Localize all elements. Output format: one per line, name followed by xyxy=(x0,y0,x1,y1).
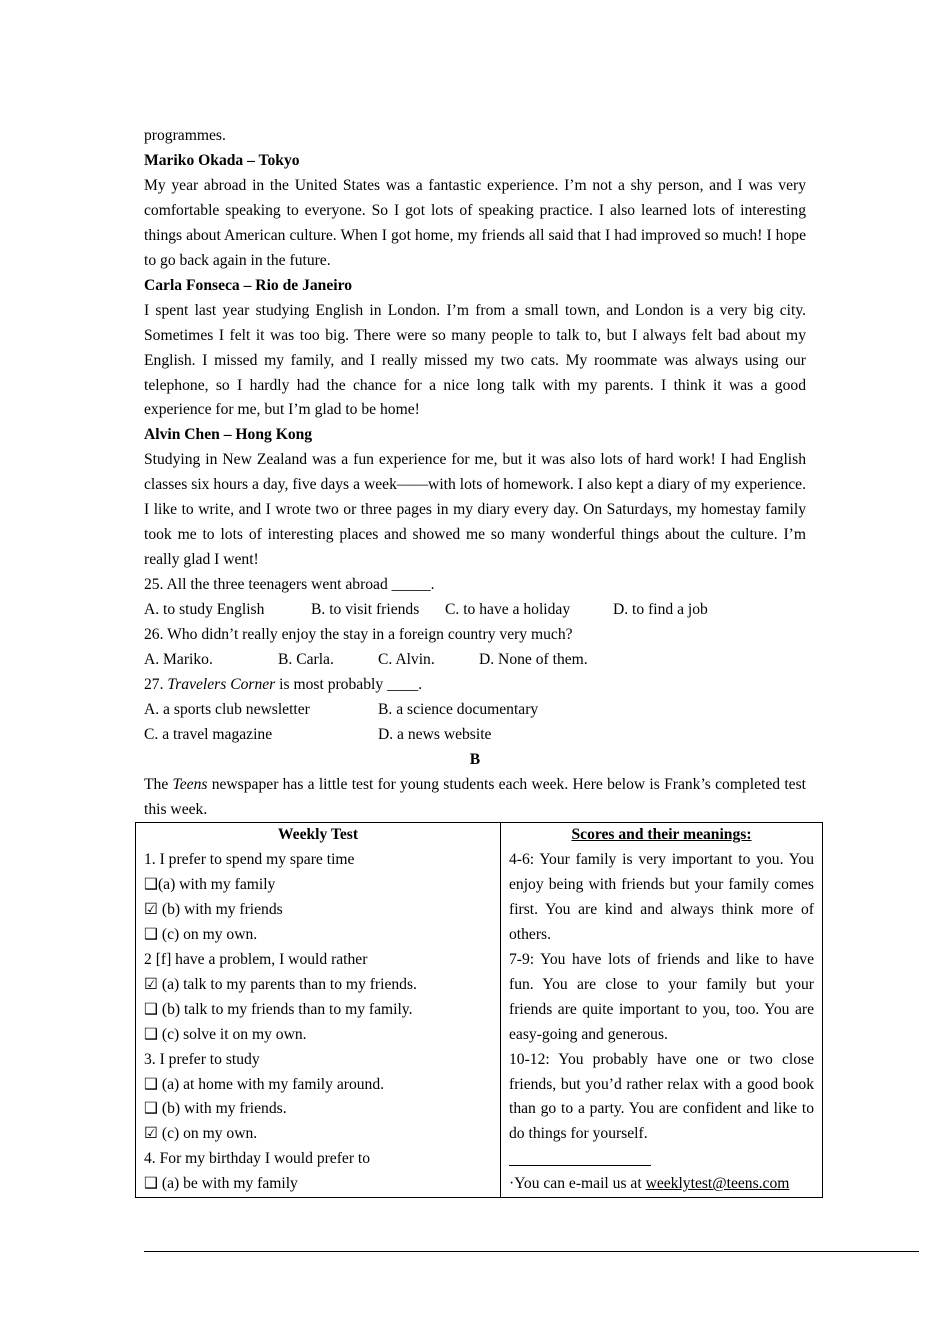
right-header: Scores and their meanings: xyxy=(571,826,752,843)
score-range: 7-9: You have lots of friends and like to have fun. You are close to your family but your friends are quite important to you, too. You are easy-going and generous. xyxy=(509,950,814,1043)
entry-text: I spent last year studying English in London. I’m from a small town, and London is a very big city. Sometimes I felt it was too big. There were so many people to talk to, but I always felt bad about my English. I missed my family, and I really missed my two cats. My roommate was always using our telephone, so I hardly had the chance for a nice long talk with my parents. I think it was a good experience for me, but I’m glad to be home! xyxy=(144,301,806,419)
entry-text: My year abroad in the United States was a fantastic experience. I’m not a shy person, and I was very comfortable speaking to everyone. So I got lots of speaking practice. I also learned lots of interesting things about American culture. When I got home, my friends all said that I had improved so much! I hope to go back again in the future. xyxy=(144,176,806,269)
option: B. to visit friends xyxy=(311,601,420,619)
intro-suffix: newspaper has a little test for young students each week. Here below is Frank’s completed test this week. xyxy=(144,775,806,818)
checkbox-option[interactable]: ❑(a) with my family xyxy=(144,875,276,893)
question-26-options xyxy=(144,648,806,673)
option: C. to have a holiday xyxy=(445,601,571,619)
footer-divider xyxy=(144,1251,919,1252)
question-26: 26. Who didn’t really enjoy the stay in a foreign country very much? xyxy=(144,626,573,644)
entry-heading: Alvin Chen – Hong Kong xyxy=(144,426,313,444)
question-27-options xyxy=(144,723,806,748)
section-b-label: B xyxy=(469,750,481,768)
option: A. a sports club newsletter xyxy=(144,700,310,718)
intro-tail: programmes. xyxy=(144,127,226,144)
entry-text: Studying in New Zealand was a fun experience for me, but it was also lots of hard work! I had English classes six hours a day, five days a week——with lots of homework. I also kept a diary of my experience. I like to write, and I wrote two or three pages in my diary every day. On Saturdays, my homestay family took me to lots of interesting places and showed me so many wonderful things about the culture. I’m really glad I went! xyxy=(144,451,806,569)
weekly-test-table xyxy=(135,822,823,1198)
stem-suffix: is most probably ____. xyxy=(275,675,423,693)
stem-prefix: 27. xyxy=(144,675,168,693)
question-27 xyxy=(144,673,806,698)
option: B. Carla. xyxy=(278,651,334,669)
email-prefix: ·You can e-mail us at xyxy=(509,1175,646,1193)
checkbox-option[interactable]: ❑ (b) talk to my friends than to my family. xyxy=(144,1000,413,1018)
section-b-intro xyxy=(144,773,806,823)
intro-italic: Teens xyxy=(172,775,208,793)
score-range: 4-6: Your family is very important to you. You enjoy being with friends but your family comes first. You are kind and always think more of others. xyxy=(509,850,814,943)
option: D. None of them. xyxy=(479,651,588,669)
checkbox-option[interactable]: ☑ (c) on my own. xyxy=(144,1125,258,1143)
option: A. Mariko. xyxy=(144,651,213,669)
question-25-options xyxy=(144,598,806,623)
scores-column xyxy=(501,823,823,1198)
option: C. a travel magazine xyxy=(144,725,273,743)
question-25: 25. All the three teenagers went abroad _____. xyxy=(144,576,435,594)
checkbox-option[interactable]: ❑ (b) with my friends. xyxy=(144,1100,287,1118)
test-question: 2 [f] have a problem, I would rather xyxy=(144,950,368,968)
test-question: 3. I prefer to study xyxy=(144,1050,260,1068)
test-question: 1. I prefer to spend my spare time xyxy=(144,850,355,868)
entry-heading: Carla Fonseca – Rio de Janeiro xyxy=(144,276,353,294)
question-27-options xyxy=(144,698,806,723)
checkbox-option[interactable]: ❑ (a) be with my family xyxy=(144,1175,298,1193)
passage-page xyxy=(144,124,806,823)
test-question: 4. For my birthday I would prefer to xyxy=(144,1150,371,1168)
checkbox-option[interactable]: ❑ (c) solve it on my own. xyxy=(144,1025,307,1043)
checkbox-option[interactable]: ❑ (c) on my own. xyxy=(144,925,258,943)
checkbox-option[interactable]: ❑ (a) at home with my family around. xyxy=(144,1075,385,1093)
footnote-separator xyxy=(509,1147,814,1172)
entry-heading: Mariko Okada – Tokyo xyxy=(144,151,300,169)
stem-italic: Travelers Corner xyxy=(167,675,276,693)
email-note xyxy=(509,1172,814,1197)
email-link[interactable]: weeklytest@teens.com xyxy=(645,1175,790,1193)
left-header: Weekly Test xyxy=(277,826,359,843)
option: D. to find a job xyxy=(613,601,708,619)
score-range: 10-12: You probably have one or two close friends, but you’d rather relax with a good book than go to a party. You are confident and like to do things for yourself. xyxy=(509,1050,814,1143)
checkbox-option[interactable]: ☑ (a) talk to my parents than to my friends. xyxy=(144,975,417,993)
test-lines xyxy=(144,848,492,1197)
option: C. Alvin. xyxy=(378,651,435,669)
option: B. a science documentary xyxy=(378,700,539,718)
checkbox-option[interactable]: ☑ (b) with my friends xyxy=(144,900,283,918)
option: D. a news website xyxy=(378,725,492,743)
intro-prefix: The xyxy=(144,775,173,793)
weekly-test-column xyxy=(136,823,501,1198)
option: A. to study English xyxy=(144,601,265,619)
